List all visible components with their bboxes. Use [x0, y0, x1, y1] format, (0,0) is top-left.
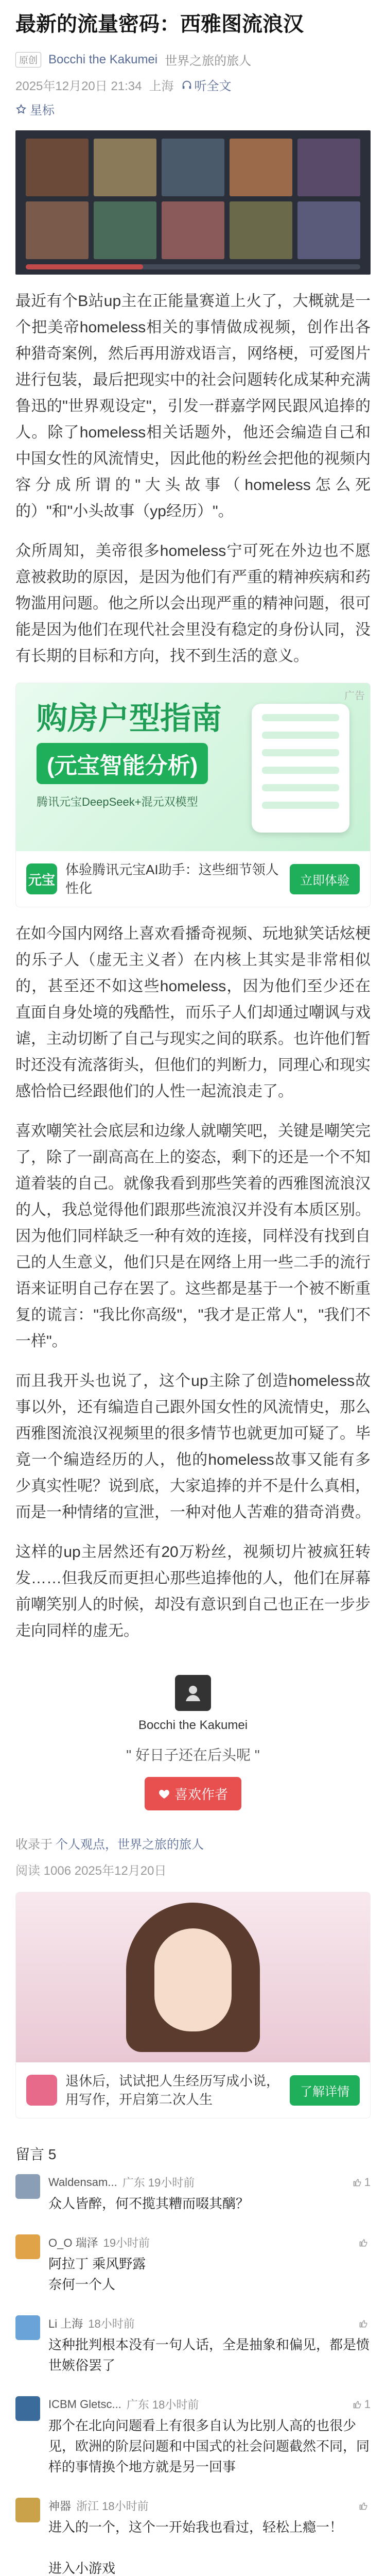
ad2-image[interactable] — [16, 1892, 370, 2062]
article-image[interactable] — [15, 130, 371, 275]
comment-avatar[interactable] — [15, 2234, 40, 2259]
ad-card-yuanbao[interactable] — [15, 683, 371, 907]
ad2-logo — [26, 2075, 57, 2106]
star-label: 星标 — [30, 104, 55, 117]
paragraph-6: 这样的up主居然还有20万粉丝，视频切片被疯狂转发……但我反而更担心那些追捧他的人，他们在屏幕前嘲笑别人的时候，却没有意识到自己也正在一步步走向同样的虚无。 — [15, 1544, 371, 1639]
comment-text: 这种批判根本没有一句人话，全是抽象和偏见，都是愤世嫉俗罢了 — [48, 2337, 370, 2373]
comment-author[interactable]: 神器 — [48, 2500, 72, 2513]
comment-meta-row — [48, 2498, 371, 2514]
comment-author[interactable]: ICBM Gletsc... — [48, 2397, 121, 2411]
listen-button[interactable] — [181, 76, 239, 94]
paragraph-1: 最近有个B站up主在正能量赛道上火了，大概就是一个把美帝homeless相关的事情做成视频，创作出各种猎奇案例，然后再用游戏语言，网络梗，可爱图片进行包装，最后把现实中的社会问题转化成某种充满鲁迅的"世界观设定"，引发一群嘉学网民跟风追捧的人。除了homeless相关话题外，他还会编造自己和中国女性的风流情史，因此他的粉丝会把他的视频内容分成所谓的"大头故事（homeless怎么死的）"和"小头故事（yp经历）"。 — [15, 293, 371, 520]
ad-bottom — [16, 851, 370, 907]
comment-meta-row — [48, 2396, 371, 2412]
comment-body — [48, 2234, 371, 2295]
ad-sub: 腾讯元宝DeepSeek+混元双模型 — [37, 795, 198, 808]
end-quote: " 好日子还在后头呢 " — [126, 1747, 260, 1763]
thumb-icon — [358, 2501, 369, 2511]
comment-like-button[interactable] — [352, 2398, 371, 2411]
read-count: 阅读 1006 2025年12月20日 — [15, 1864, 167, 1878]
comment-avatar[interactable] — [15, 2315, 40, 2340]
collection-label: 收录于 — [15, 1838, 52, 1852]
comment-item[interactable] — [0, 2305, 386, 2386]
avatar-figure-icon — [183, 1683, 203, 1703]
comment-meta-row — [48, 2315, 371, 2331]
comment-body — [48, 2174, 371, 2214]
author-row — [15, 50, 371, 69]
comment-meta: 广东 19小时前 — [122, 2176, 195, 2189]
comment-list — [0, 2164, 386, 2576]
thumb-icon — [352, 2399, 362, 2410]
headphones-icon — [181, 79, 192, 91]
account-name[interactable]: 世界之旅的旅人 — [165, 54, 252, 68]
star-button[interactable] — [15, 100, 371, 118]
heart-icon — [158, 1788, 170, 1800]
comment-meta: 19小时前 — [103, 2236, 150, 2249]
comment-avatar[interactable] — [15, 2498, 40, 2522]
comment-author[interactable]: Li 上海 — [48, 2317, 83, 2330]
end-author-name: Bocchi the Kakumei — [138, 1718, 248, 1732]
ad2-cta-button[interactable]: 了解详情 — [290, 2075, 360, 2106]
ad-cta-button[interactable]: 立即体验 — [290, 864, 360, 894]
ad-text: 体验腾讯元宝AI助手：这些细节领人性化 — [65, 862, 279, 896]
like-author-label: 喜欢作者 — [174, 1787, 228, 1802]
comments-header: 留言 5 — [15, 2146, 57, 2162]
ad2-bottom — [16, 2062, 370, 2118]
comment-text: 众人皆醉，何不揽其糟而啜其醨？ — [48, 2196, 250, 2211]
comment-body — [48, 2315, 371, 2376]
comment-like-button[interactable] — [358, 2318, 371, 2329]
star-icon — [15, 104, 27, 115]
comment-author[interactable]: Waldensam... — [48, 2175, 117, 2189]
meta-row — [15, 76, 371, 94]
thumb-icon — [352, 2177, 362, 2188]
comment-avatar[interactable] — [15, 2174, 40, 2199]
comment-like-button[interactable] — [352, 2176, 371, 2189]
collection-value[interactable]: 个人观点，世界之旅的旅人 — [56, 1838, 204, 1852]
paragraph-4: 喜欢嘲笑社会底层和边缘人就嘲笑吧，关键是嘲笑完了，除了一副高高在上的姿态，剩下的还是一个不知道着装的自己。就像我看到那些笑着的西雅图流浪汉的人，我总觉得他们跟那些流浪汉并没有本质区别。因为他们同样缺乏一种有效的连接，同样没有找到自己的人生意义，他们只是在网络上用一些二手的流行语来证明自己存在罢了。这些都是基于一个被不断重复的谎言："我比你高级"，"我才是正常人"，"我们不一样"。 — [15, 1123, 371, 1350]
collection-row[interactable] — [15, 1834, 371, 1852]
comment-meta: 18小时前 — [88, 2317, 135, 2330]
comment-meta: 浙江 18小时前 — [76, 2500, 149, 2513]
ad-badge: (元宝智能分析) — [37, 743, 208, 784]
paragraph-3: 在如今国内网络上喜欢看播奇视频、玩地狱笑话炫梗的乐子人（虚无主义者）在内核上其实是非常相似的，甚至还不如这些homeless，因为他们至少还在直面自身处境的残酷性，而乐子人们却通过嘲讽与戏谑，主动切断了自己与现实之间的联系。也许他们暂时还没有流落街头，但他们的判断力，同理心和现实感恰恰已经跟他们的人性一起流浪走了。 — [15, 925, 371, 1100]
comment-author[interactable]: O_O 瑞泽 — [48, 2236, 98, 2249]
paragraph-2: 众所周知，美帝很多homeless宁可死在外边也不愿意被救助的原因，是因为他们有严重的精神疾病和药物滥用问题。他之所以会出现严重的精神问题，很可能是因为他们在现代社会里没有稳定的身份认同，没有长期的目标和方向，找不到生活的意义。 — [15, 543, 371, 665]
page-title: 最新的流量密码：西雅图流浪汉 — [15, 13, 304, 36]
publish-location: 上海 — [149, 79, 174, 93]
ad-tag: 广告 — [344, 690, 365, 702]
comment-item[interactable] — [0, 2224, 386, 2305]
phone-mockup — [252, 704, 349, 833]
author-name[interactable]: Bocchi the Kakumei — [48, 52, 158, 66]
comment-body — [48, 2396, 371, 2477]
comment-like-button[interactable] — [358, 2238, 371, 2248]
publish-date: 2025年12月20日 21:34 — [15, 79, 142, 93]
ad-card-writing[interactable] — [15, 1892, 371, 2119]
comment-item[interactable] — [0, 2487, 386, 2576]
like-author-button[interactable] — [145, 1777, 241, 1810]
thumb-icon — [358, 2238, 369, 2248]
comment-meta-row — [48, 2234, 371, 2250]
comment-meta-row — [48, 2174, 371, 2190]
comment-item[interactable] — [0, 2164, 386, 2224]
paragraph-5: 而且我开头也说了，这个up主除了创造homeless故事以外，还有编造自己跟外国女性的风流情史，那么西雅图流浪汉视频里的很多情节也就更加可疑了。毕竟一个编造经历的人，他的homeless故事又能有多少真实性呢？说到底，大家追捧的并不是什么真相，而是一种情绪的宣泄，一种对他人苦难的猎奇消费。 — [15, 1372, 371, 1521]
thumb-icon — [358, 2318, 369, 2329]
original-badge: 原创 — [15, 52, 41, 67]
comment-text: 进入的一个，这个一开始我也看过，轻松上瘾一！ 进入小游戏 — [48, 2519, 343, 2576]
author-avatar[interactable] — [175, 1675, 211, 1711]
comment-like-count: 1 — [364, 2397, 371, 2411]
comment-text: 阿拉丁 乘风野露 奈何一个人 — [48, 2256, 146, 2292]
comment-text: 那个在北向问题看上有很多自认为比别人高的也很少见，欧洲的阶层问题和中国式的社会问题截然不同，同样的事情换个地方就是另一回事 — [48, 2418, 370, 2475]
comment-meta: 广东 18小时前 — [126, 2398, 199, 2411]
comment-like-button[interactable] — [358, 2501, 371, 2511]
ad2-text: 退休后，试试把人生经历写成小说，用写作，开启第二次人生 — [65, 2073, 280, 2107]
ad-logo: 元宝 — [26, 863, 57, 894]
comment-body — [48, 2498, 371, 2576]
comment-like-count: 1 — [364, 2175, 371, 2189]
end-author-card — [15, 1675, 371, 1810]
ad-banner[interactable] — [16, 683, 370, 851]
listen-label: 听全文 — [194, 79, 232, 93]
comment-item[interactable] — [0, 2386, 386, 2487]
ad-headline: 购房户型指南 — [37, 701, 222, 736]
comment-avatar[interactable] — [15, 2396, 40, 2421]
